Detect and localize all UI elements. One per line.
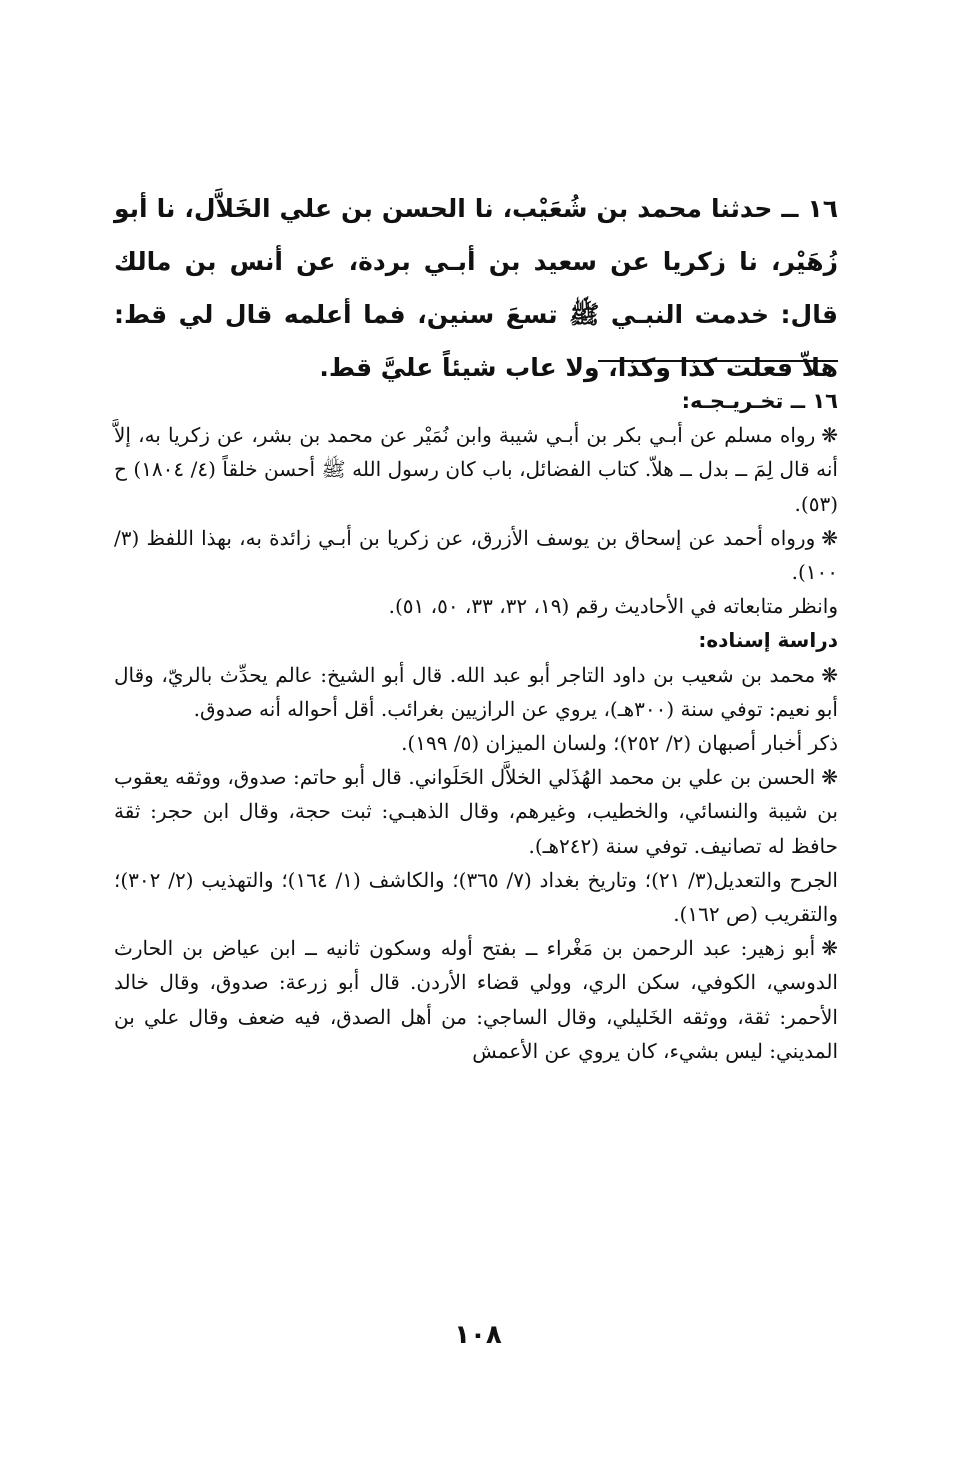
footnote-separator bbox=[598, 360, 838, 362]
bullet-star-icon: ❋ bbox=[821, 765, 838, 790]
rawi-muhammad-text: محمد بن شعيب بن داود التاجر أبو عبد الله. قال أبو الشيخ: عالم يحدِّث بالريّ، وقال أبو نعيم: توفي سنة (٣٠٠هـ)، يروي عن الرازيين بغرائب. أقل أحواله أنه صدوق. bbox=[114, 662, 838, 721]
mutabaat-note: وانظر متابعاته في الأحاديث رقم (١٩، ٣٢، ٣٣، ٥٠، ٥١). bbox=[388, 594, 838, 619]
rawi-al-hasan-text: الحسن بن علي بن محمد الهُذَلي الخلاَّل الحَلَواني. قال أبو حاتم: صدوق، ووثقه يعقوب بن شيبة والنسائي، والخطيب، وغيرهم، وقال الذهبـي: ثبت حجة، وقال ابن حجر: ثقة حافظ له تصانيف. توفي سنة (٢٤٢هـ). bbox=[114, 765, 838, 858]
takhrij-heading: ١٦ ــ تخـريـجـه: bbox=[681, 389, 838, 413]
takhrij-ahmad bbox=[114, 521, 838, 589]
rawi-abu-zuhayr-text: أبو زهير: عبد الرحمن بن مَغْراء ــ بفتح أوله وسكون ثانيه ــ ابن عياض بن الحارث الدوسي، الكوفي، سكن الري، وولي قضاء الأردن. قال أبو زرعة: صدوق، وقال خالد الأحمر: ثقة، ووثقه الخَليلي، وقال الساجي: من أهل الصدق، فيه ضعف وقال علي بن المديني: ليس بشيء، كان يروي عن الأعمش bbox=[114, 936, 838, 1063]
hadith-text-block bbox=[114, 182, 838, 394]
bullet-star-icon: ❋ bbox=[821, 662, 838, 687]
takhrij-ahmad-text: ورواه أحمد عن إسحاق بن يوسف الأزرق، عن زكريا بن أبـي زائدة به، بهذا اللفظ (٣/ ١٠٠). bbox=[114, 525, 838, 585]
takhrij-muslim-text: رواه مسلم عن أبـي بكر بن أبـي شيبة وابن نُمَيْر عن محمد بن بشر، عن زكريا به، إلاَّ أنه قال لِمَ ــ بدل ــ هلاّ. كتاب الفضائل، باب كان رسول الله ﷺ أحسن خلقاً (٤/ ١٨٠٤) ح (٥٣). bbox=[114, 423, 838, 516]
takhrij-muslim bbox=[114, 418, 838, 521]
bullet-star-icon: ❋ bbox=[821, 936, 838, 961]
rawi-al-hasan-bin-ali bbox=[114, 760, 838, 863]
rawi-muhammad-bin-shuayb bbox=[114, 658, 838, 726]
bullet-star-icon: ❋ bbox=[821, 423, 838, 448]
rawi-abu-zuhayr bbox=[114, 931, 838, 1068]
isnad-heading: دراسة إسناده: bbox=[698, 628, 838, 653]
bullet-star-icon: ❋ bbox=[821, 525, 838, 550]
rawi-muhammad-refs: ذكر أخبار أصبهان (٢/ ٢٥٢)؛ ولسان الميزان (٥/ ١٩٩). bbox=[401, 731, 838, 756]
page-number: ١٠٨ bbox=[454, 1320, 502, 1350]
hadith-number: ١٦ ــ bbox=[781, 194, 838, 223]
footnotes-block bbox=[114, 384, 838, 1068]
hadith-body: حدثنا محمد بن شُعَيْب، نا الحسن بن علي الخَلاَّل، نا أبو زُهَيْر، نا زكريا عن سعيد بن أبـي بردة، عن أنس بن مالك قال: خدمت النبـي ﷺ تسعَ سنين، فما أعلمه قال لي قط: هلاّ فعلت كذا وكذا، ولا عاب شيئاً عليَّ قط. bbox=[114, 194, 838, 382]
rawi-al-hasan-refs: الجرح والتعديل(٣/ ٢١)؛ وتاريخ بغداد (٧/ ٣٦٥)؛ والكاشف (١/ ١٦٤)؛ والتهذيب (٢/ ٣٠٢)؛ والتقريب (ص ١٦٢). bbox=[114, 867, 838, 927]
